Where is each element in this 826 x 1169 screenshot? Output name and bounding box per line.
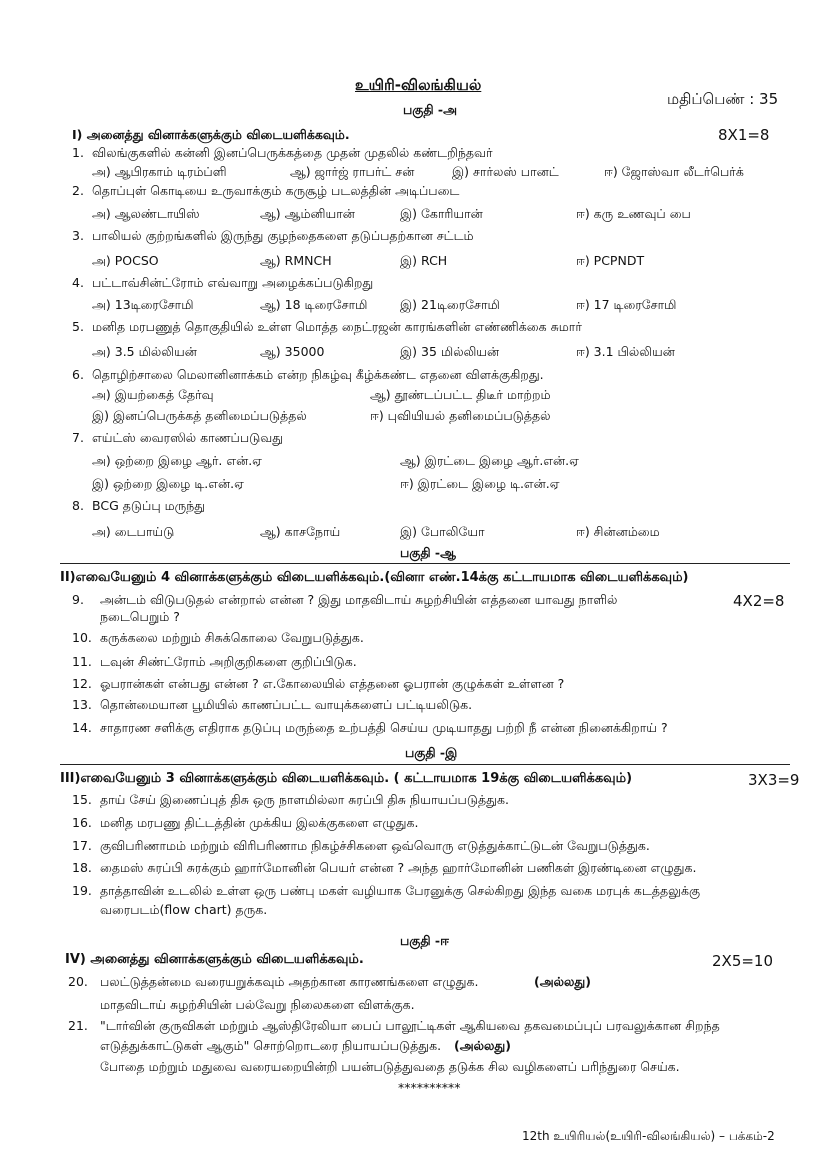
- question-number: 20.: [68, 974, 88, 989]
- divider: [60, 563, 790, 564]
- question-number: 11.: [72, 654, 92, 669]
- question-number: 13.: [72, 697, 92, 712]
- option-b: ஆ) 18 டிரைசோமி: [260, 297, 368, 312]
- question-text: தொன்மையான பூமியில் காணப்பட்ட வாயுக்களைப் பட்டியலிடுக.: [100, 697, 473, 712]
- question-text: தைமஸ் சுரப்பி சுரக்கும் ஹார்மோனின் பெயர் என்ன ? அந்த ஹார்மோனின் பணிகள் இரண்டினை எழுதுக.: [100, 860, 697, 875]
- option-a: அ) டைபாய்டு: [92, 524, 175, 539]
- alternative-question: போதை மற்றும் மதுவை வரையறையின்றி பயன்படுத்துவதை தடுக்க சில வழிகளைப் பரிந்துரை செய்க.: [100, 1059, 680, 1074]
- option-c: இ) ஒற்றை இழை டி.என்.ஏ: [92, 476, 244, 491]
- question-number: 15.: [72, 792, 92, 807]
- question-number: 21.: [68, 1018, 88, 1033]
- end-stars: **********: [398, 1080, 461, 1095]
- option-c: இ) 35 மில்லியன்: [400, 344, 500, 359]
- section1-marks: 8X1=8: [718, 126, 770, 144]
- question-number: 9.: [72, 592, 84, 607]
- question-number: 7.: [72, 430, 84, 445]
- option-d: ஈ) PCPNDT: [576, 253, 645, 268]
- question-number: 4.: [72, 275, 84, 290]
- option-b: ஆ) தூண்டப்பட்ட திடீர் மாற்றம்: [370, 387, 551, 402]
- question-number: 17.: [72, 838, 92, 853]
- question-text: தாய் சேய் இணைப்புத் திசு ஒரு நாளமில்லா சுரப்பி திசு நியாயப்படுத்துக.: [100, 792, 509, 807]
- question-text: மனித மரபணுத் தொகுதியில் உள்ள மொத்த நைட்ரஜன் காரங்களின் எண்ணிக்கை சுமார்: [92, 319, 582, 334]
- question-number: 14.: [72, 720, 92, 735]
- question-number: 16.: [72, 815, 92, 830]
- option-d: ஈ) கரு உணவுப் பை: [576, 206, 691, 221]
- or-label: (அல்லது): [534, 974, 591, 989]
- option-c: இ) இனப்பெருக்கத் தனிமைப்படுத்தல்: [92, 408, 307, 423]
- option-a: அ) ஆபிரகாம் டிரம்ப்ளி: [92, 164, 227, 179]
- page-footer: 12th உயிரியல்(உயிரி-விலங்கியல்) – பக்கம்-2: [522, 1129, 775, 1143]
- option-d: ஈ) ஜோஸ்வா லீடர்பெர்க்: [604, 164, 744, 179]
- option-d: ஈ) இரட்டை இழை டி.என்.ஏ: [400, 476, 560, 491]
- option-a: அ) ஆலண்டாயிஸ்: [92, 206, 200, 221]
- divider: [60, 764, 790, 765]
- option-d: ஈ) 17 டிரைசோமி: [576, 297, 677, 312]
- question-number: 1.: [72, 145, 84, 160]
- question-text: தொப்புள் கொடியை உருவாக்கும் கருசூழ் படலத்தின் அடிப்படை: [92, 183, 460, 198]
- question-text: தாத்தாவின் உடலில் உள்ள ஒரு பண்பு மகள் வழியாக பேரனுக்கு செல்கிறது இந்த வகை மரபுக் கடத்தலுக்கு: [100, 883, 701, 898]
- option-b: ஆ) இரட்டை இழை ஆர்.என்.ஏ: [400, 453, 579, 468]
- question-number: 12.: [72, 676, 92, 691]
- option-a: அ) POCSO: [92, 253, 159, 268]
- section4-marks: 2X5=10: [712, 952, 774, 970]
- section2-instruction: II)எவையேனும் 4 வினாக்களுக்கும் விடையளிக்கவும்.(வினா எண்.14க்கு கட்டாயமாக விடையளிக்கவும்): [60, 570, 689, 585]
- question-number: 3.: [72, 228, 84, 243]
- option-c: இ) 21டிரைசோமி: [400, 297, 500, 312]
- part-a-heading: பகுதி -அ: [403, 102, 458, 117]
- section1-instruction: I) அனைத்து வினாக்களுக்கும் விடையளிக்கவும்.: [72, 127, 350, 142]
- section4-instruction: IV) அனைத்து வினாக்களுக்கும் விடையளிக்கவும்.: [65, 952, 364, 967]
- section3-instruction: III)எவையேனும் 3 வினாக்களுக்கும் விடையளிக்கவும். ( கட்டாயமாக 19க்கு விடையளிக்கவும்): [60, 771, 633, 786]
- option-a: அ) இயற்கைத் தேர்வு: [92, 387, 214, 402]
- option-b: ஆ) 35000: [260, 344, 325, 359]
- part-b-heading: பகுதி -ஆ: [400, 545, 456, 560]
- question-text: பலட்டுத்தன்மை வரையறுக்கவும் அதற்கான காரணங்களை எழுதுக.: [100, 974, 479, 989]
- option-a: அ) 3.5 மில்லியன்: [92, 344, 197, 359]
- question-text: தொழிற்சாலை மெலானினாக்கம் என்ற நிகழ்வு கீழ்க்கண்ட எதனை விளக்குகிறது.: [92, 367, 544, 382]
- question-number: 5.: [72, 319, 84, 334]
- question-number: 2.: [72, 183, 84, 198]
- question-text: சாதாரண சளிக்கு எதிராக தடுப்பு மருந்தை உற்பத்தி செய்ய முடியாதது பற்றி நீ என்ன நினைக்கிறாய் ?: [100, 720, 668, 735]
- section3-marks: 3X3=9: [748, 771, 800, 789]
- question-number: 19.: [72, 883, 92, 898]
- alternative-question: மாதவிடாய் சுழற்சியின் பல்வேறு நிலைகளை விளக்குக.: [100, 997, 415, 1012]
- part-d-heading: பகுதி -ஈ: [400, 933, 449, 948]
- question-text: பட்டாவ்சின்ட்ரோம் எவ்வாறு அழைக்கப்படுகிறது: [92, 275, 374, 290]
- option-c: இ) RCH: [400, 253, 448, 268]
- question-number: 10.: [72, 630, 92, 645]
- question-text: விலங்குகளில் கன்னி இனப்பெருக்கத்தை முதன் முதலில் கண்டறிந்தவர்: [92, 145, 493, 160]
- question-text-cont: நடைபெறும் ?: [100, 609, 180, 624]
- max-marks: மதிப்பெண் : 35: [667, 90, 779, 108]
- question-text: டவுன் சிண்ட்ரோம் அறிகுறிகளை குறிப்பிடுக.: [100, 654, 357, 669]
- section2-marks: 4X2=8: [733, 592, 785, 610]
- option-b: ஆ) காசநோய்: [260, 524, 341, 539]
- question-text: மனித மரபணு திட்டத்தின் முக்கிய இலக்குகளை எழுதுக.: [100, 815, 419, 830]
- option-b: ஆ) RMNCH: [260, 253, 332, 268]
- part-c-heading: பகுதி -இ: [405, 745, 458, 760]
- question-number: 8.: [72, 498, 84, 513]
- question-text: பாலியல் குற்றங்களில் இருந்து குழந்தைகளை தடுப்பதற்கான சட்டம்: [92, 228, 474, 243]
- subject-title: உயிரி-விலங்கியல்: [355, 76, 482, 94]
- or-label: (அல்லது): [454, 1038, 511, 1053]
- option-d: ஈ) 3.1 பில்லியன்: [576, 344, 675, 359]
- question-text-cont: வரைபடம்(flow chart) தருக.: [100, 902, 268, 917]
- question-text: எய்ட்ஸ் வைரஸில் காணப்படுவது: [92, 430, 284, 445]
- question-text-cont: எடுத்துக்காட்டுகள் ஆகும்" சொற்றொடரை நியாயப்படுத்துக.: [100, 1038, 442, 1053]
- question-text: அன்டம் விடுபடுதல் என்றால் என்ன ? இது மாதவிடாய் சுழற்சியின் எத்தனை யாவது நாளில்: [100, 592, 618, 607]
- option-b: ஆ) ஆம்னியான்: [260, 206, 355, 221]
- question-text: BCG தடுப்பு மருந்து: [92, 498, 206, 513]
- option-b: ஆ) ஜார்ஜ் ராபர்ட் சன்: [290, 164, 415, 179]
- option-a: அ) ஒற்றை இழை ஆர். என்.ஏ: [92, 453, 262, 468]
- option-c: இ) கோரியான்: [400, 206, 483, 221]
- option-d: ஈ) புவியியல் தனிமைப்படுத்தல்: [370, 408, 551, 423]
- option-c: இ) போலியோ: [400, 524, 485, 539]
- question-text: கருக்கலை மற்றும் சிசுக்கொலை வேறுபடுத்துக.: [100, 630, 364, 645]
- option-a: அ) 13டிரைசோமி: [92, 297, 194, 312]
- question-number: 18.: [72, 860, 92, 875]
- question-text: ஓபரான்கள் என்பது என்ன ? எ.கோலையில் எத்தனை ஓபரான் குழுக்கள் உள்ளன ?: [100, 676, 565, 691]
- option-c: இ) சார்லஸ் பானட்: [452, 164, 559, 179]
- option-d: ஈ) சின்னம்மை: [576, 524, 660, 539]
- question-number: 6.: [72, 367, 84, 382]
- question-text: குவிபரிணாமம் மற்றும் விரிபரிணாம நிகழ்ச்சிகளை ஒவ்வொரு எடுத்துக்காட்டுடன் வேறுபடுத்துக.: [100, 838, 650, 853]
- question-text: "டார்வின் குருவிகள் மற்றும் ஆஸ்திரேலியா பைப் பாலூட்டிகள் ஆகியவை தகவமைப்புப் பரவலுக்கான சிறந்த: [100, 1018, 720, 1033]
